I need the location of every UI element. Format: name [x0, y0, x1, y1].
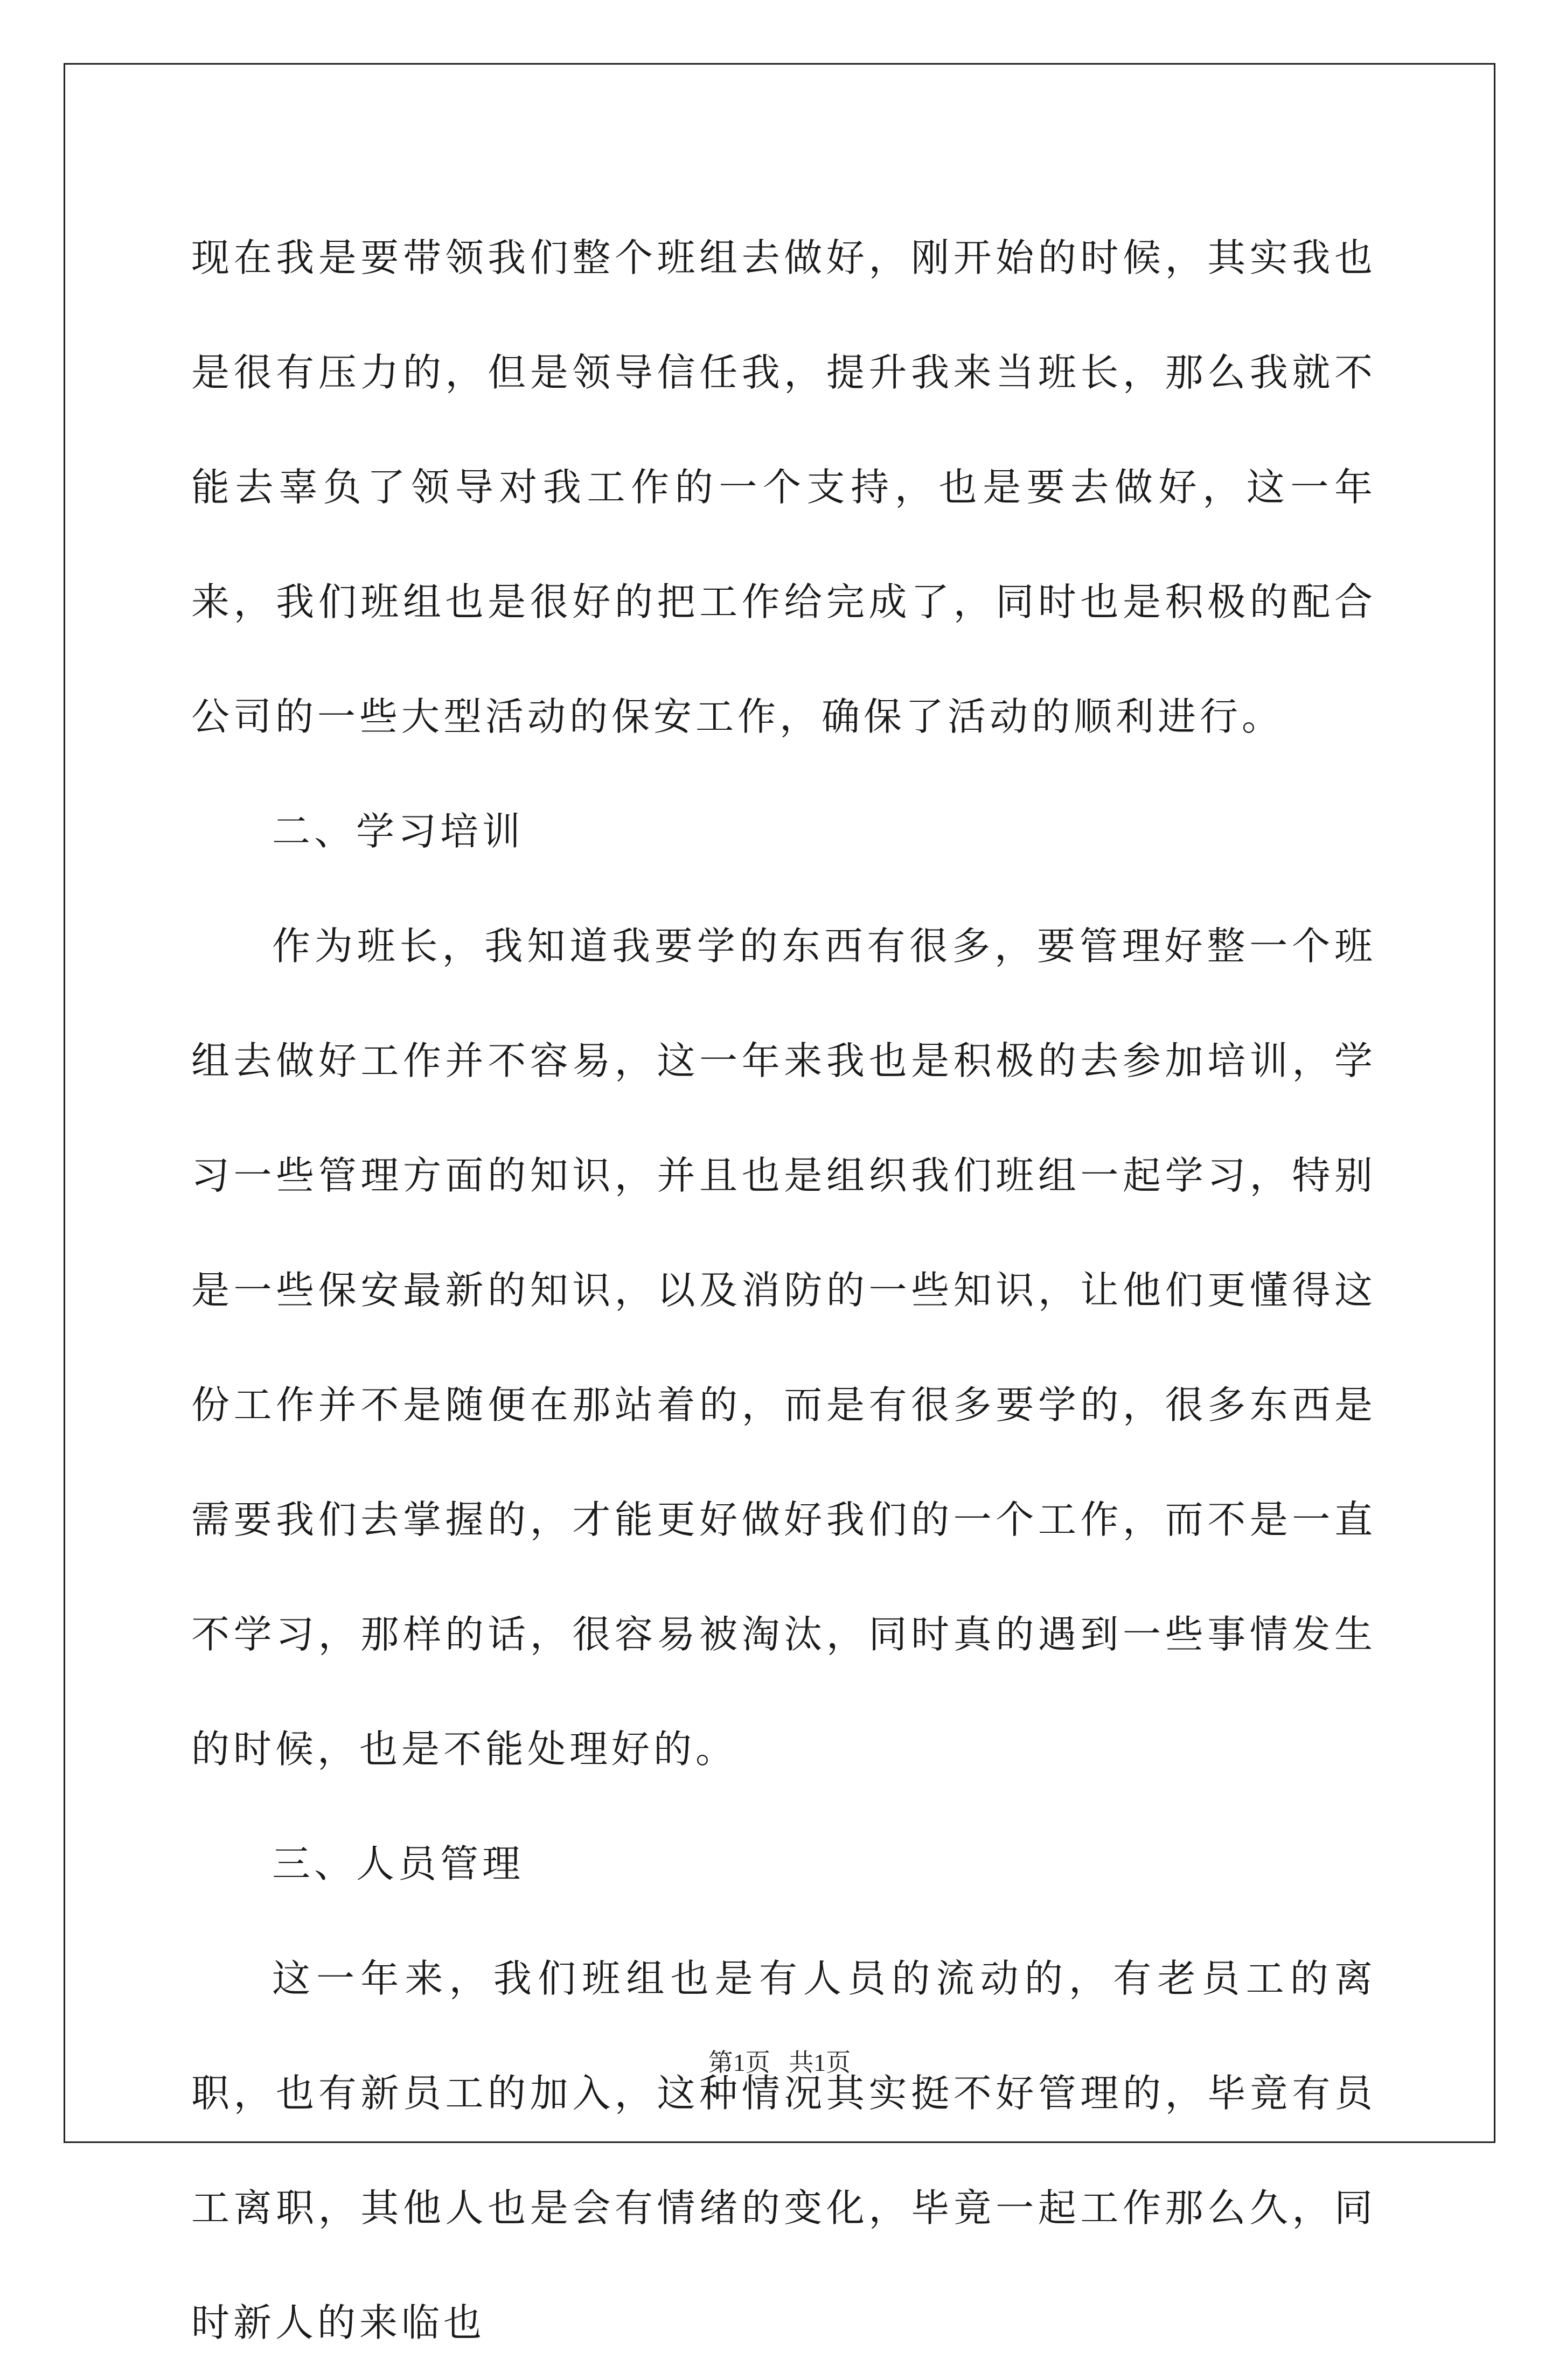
- page-footer: [0, 2047, 1559, 2079]
- section-heading-staff-management: 三、人员管理: [272, 1841, 525, 1886]
- footer-spacer: [770, 2049, 789, 2076]
- paragraph-intro-continued: 现在我是要带领我们整个班组去做好，刚开始的时候，其实我也是很有压力的，但是领导信任我，提升我来当班长，那么我就不能去辜负了领导对我工作的一个支持，也是要去做好，这一年来，我们班组也是很好的把工作给完成了，同时也是积极的配合公司的一些大型活动的保安工作，确保了活动的顺利进行。: [191, 235, 1376, 739]
- page-number: 第1页: [708, 2049, 770, 2076]
- paragraph-study-training: 作为班长，我知道我要学的东西有很多，要管理好整一个班组去做好工作并不容易，这一年来我也是积极的去参加培训，学习一些管理方面的知识，并且也是组织我们班组一起学习，特别是一些保安最新的知识，以及消防的一些知识，让他们更懂得这份工作并不是随便在那站着的，而是有很多要学的，很多东西是需要我们去掌握的，才能更好做好我们的一个工作，而不是一直不学习，那样的话，很容易被淘汰，同时真的遇到一些事情发生的时候，也是不能处理好的。: [191, 924, 1376, 1771]
- total-pages: 共1页: [789, 2049, 851, 2076]
- paragraph-staff-management: 这一年来，我们班组也是有人员的流动的，有老员工的离职，也有新员工的加入，这种情况其实挺不好管理的，毕竟有员工离职，其他人也是会有情绪的变化，毕竟一起工作那么久，同时新人的来临也: [191, 1956, 1376, 2345]
- section-heading-study-training: 二、学习培训: [272, 809, 525, 854]
